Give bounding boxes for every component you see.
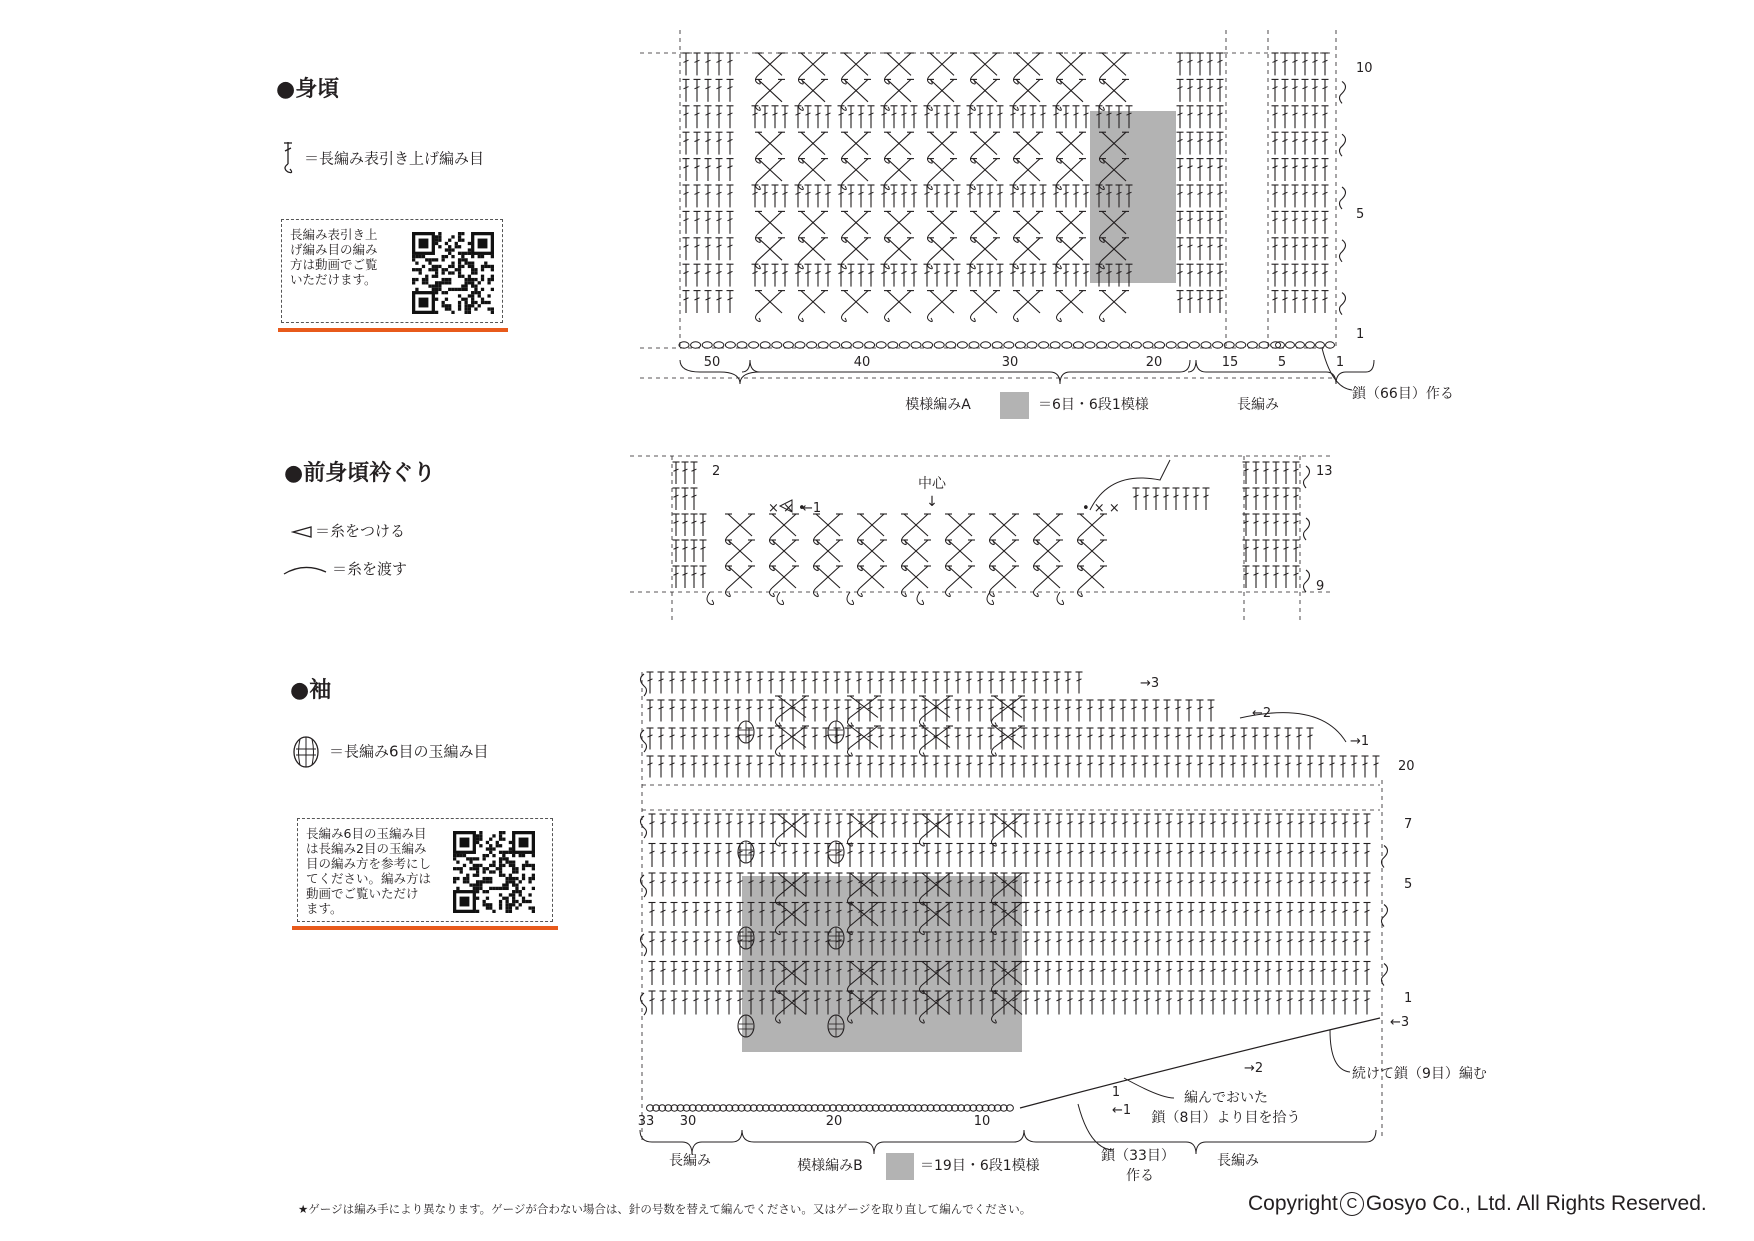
center-arrow: ↓: [926, 494, 938, 510]
row-arrow: 1: [1111, 1085, 1121, 1100]
chain-stitch: [795, 342, 805, 348]
pattern-b-label: 模様編みB: [797, 1158, 863, 1174]
turning-chain: [1304, 466, 1310, 488]
stem-hook: [707, 592, 714, 605]
post-hook: [992, 838, 997, 847]
gauge-note: ★ゲージは編み手により異なります。ゲージが合わない場合は、針の号数を替えて編んでください。又はゲージを取り直して編んでください。: [298, 1202, 1032, 1216]
turning-chain: [641, 730, 647, 752]
chain-stitch: [737, 342, 747, 348]
turning-chain: [641, 875, 647, 897]
row-label: 10: [1356, 61, 1373, 76]
body-section-title: ●身頃: [276, 77, 340, 102]
turning-chain: [1304, 518, 1310, 540]
sleeve-section-title: ●袖: [290, 678, 332, 703]
stitch-count-label: 1: [1335, 355, 1345, 370]
chain-stitch: [830, 342, 840, 348]
post-hook: [1014, 313, 1019, 322]
turning-chain: [1340, 81, 1346, 103]
post-hook: [776, 718, 781, 727]
row-arrow: →1: [1350, 734, 1370, 749]
post-hook: [770, 588, 775, 597]
stitch-count-label: 50: [703, 355, 721, 370]
stitch-count-label: 10: [973, 1114, 991, 1129]
chain-stitch: [865, 342, 875, 348]
stem-hook: [777, 592, 784, 605]
stitch-count-label: 30: [679, 1114, 697, 1129]
legend-bobble: ＝長編み6目の玉編み目: [291, 734, 489, 770]
chain-stitch: [1155, 342, 1165, 348]
chain-stitch: [1108, 342, 1118, 348]
chain-stitch: [1120, 342, 1130, 348]
turning-chain: [641, 816, 647, 838]
stitch-count-label: 5: [1277, 355, 1287, 370]
copyright: Copyright C Gosyo Co., Ltd. All Rights Reserved.: [1248, 1192, 1707, 1215]
stem-hook: [1057, 592, 1064, 605]
row-arrow: →3: [1140, 676, 1160, 691]
stitch-count-label: 40: [853, 355, 871, 370]
chain-stitch: [1143, 342, 1153, 348]
chain-stitch: [1039, 342, 1049, 348]
post-hook: [756, 313, 761, 322]
plain-label: 長編み: [1237, 397, 1279, 413]
turning-chain: [1382, 846, 1388, 868]
chain-label: 鎖（66目）作る: [1352, 386, 1454, 402]
chain-stitch: [714, 342, 724, 348]
post-hook: [858, 588, 863, 597]
post-hook: [928, 313, 933, 322]
legend-post-stitch-text: ＝長編み表引き上げ編み目: [304, 149, 485, 168]
post-hook: [1100, 313, 1105, 322]
turning-chain: [1340, 134, 1346, 156]
chain-stitch: [772, 342, 782, 348]
pickup-label: 編んでおいた: [1184, 1090, 1268, 1106]
turning-chain: [1340, 293, 1346, 315]
qr-card-sleeve-text: 長編み6目の玉編み目 は長編み2目の玉編み 目の編み方を参考にし てください。編み方は 動画でご覧いただけ ます。: [306, 826, 432, 916]
post-hook: [776, 748, 781, 757]
chain-stitch: [1306, 342, 1315, 348]
row-label: 1: [1356, 327, 1365, 342]
post-hook: [776, 838, 781, 847]
chain-stitch: [1062, 342, 1072, 348]
post-hook: [1034, 588, 1039, 597]
sleeve-chart: [637, 672, 1388, 1180]
row-arrow: ←2: [1252, 706, 1272, 721]
chain-stitch: [702, 342, 712, 348]
chain-stitch: [841, 342, 851, 348]
chain-stitch: [1166, 342, 1176, 348]
pickup-label: 鎖（8目）より目を拾う: [1151, 1110, 1301, 1126]
post-hook: [885, 313, 890, 322]
turning-chain: [1340, 240, 1346, 262]
post-hook: [992, 718, 997, 727]
stitch-count-label: 30: [1001, 355, 1019, 370]
chain-stitch: [1131, 342, 1141, 348]
continue-label: 続けて鎖（9目）編む: [1352, 1066, 1487, 1082]
plain-label: 長編み: [1217, 1153, 1259, 1169]
chain-stitch: [1015, 342, 1025, 348]
stem-hook: [847, 592, 854, 605]
row-label: 20: [1398, 759, 1415, 774]
chain-stitch: [876, 342, 886, 348]
post-hook: [799, 313, 804, 322]
stitch-count-label: 20: [825, 1114, 843, 1129]
chain-stitch: [981, 342, 991, 348]
chain-stitch: [1326, 342, 1335, 348]
chain-stitch: [911, 342, 921, 348]
chain-stitch: [1201, 342, 1211, 348]
brace-pattern: [742, 360, 1190, 384]
chain-stitch: [992, 342, 1002, 348]
row-arrow: →2: [1244, 1061, 1264, 1076]
leader: [1078, 1104, 1114, 1150]
turning-chain: [1382, 905, 1388, 927]
chain-stitch: [1085, 342, 1095, 348]
stem-hook: [917, 592, 924, 605]
row-label: 9: [1316, 579, 1325, 594]
decrease-mark: × × •: [768, 501, 806, 516]
chain-stitch: [923, 342, 933, 348]
chain-stitch: [969, 342, 979, 348]
legend-attach-yarn: ＝糸をつける: [291, 520, 405, 541]
chain-stitch: [679, 342, 689, 348]
post-hook: [920, 718, 925, 727]
post-hook: [992, 748, 997, 757]
chain-stitch: [1097, 342, 1107, 348]
post-hook: [920, 748, 925, 757]
repeat-shade: [1090, 111, 1176, 283]
plain-label: 長編み: [669, 1153, 711, 1169]
row-label: 5: [1404, 877, 1413, 892]
chain-stitch: [1236, 342, 1246, 348]
chain-stitch: [691, 342, 701, 348]
chain-stitch: [1189, 342, 1199, 348]
chain-stitch: [934, 342, 944, 348]
chain-stitch: [725, 342, 735, 348]
chain-stitch: [1247, 342, 1257, 348]
chain-stitch: [853, 342, 863, 348]
stitch-count-label: 33: [637, 1114, 655, 1129]
chain-stitch: [957, 342, 967, 348]
chain-stitch: [1259, 342, 1269, 348]
row-label: 13: [1316, 464, 1333, 479]
leader: [1330, 1030, 1350, 1072]
row-arrow: ←3: [1390, 1015, 1410, 1030]
brace: [640, 1130, 742, 1154]
turning-chain: [1340, 187, 1346, 209]
chain-stitch: [1316, 342, 1325, 348]
qr-card-body-text: 長編み表引き上 げ編み目の編み 方は動画でご覧 いただけます。: [290, 227, 378, 287]
chain-label: 鎖（33目）: [1101, 1148, 1175, 1164]
chain-label: 作る: [1126, 1168, 1154, 1184]
turning-chain: [641, 674, 647, 696]
chain-stitch: [818, 342, 828, 348]
copyright-icon: C: [1340, 1192, 1364, 1216]
chain-stitch: [1178, 342, 1188, 348]
neckline-chart: [630, 456, 1330, 622]
brace-pattern: [742, 1130, 1024, 1154]
chain-stitch: [1050, 342, 1060, 348]
turning-chain: [641, 993, 647, 1015]
row-label: 2: [712, 464, 721, 479]
leader: [1124, 1078, 1174, 1098]
chain-stitch: [1213, 342, 1223, 348]
post-hook: [920, 838, 925, 847]
decrease-mark: • × ×: [1082, 501, 1120, 516]
post-hook: [946, 588, 951, 597]
row-label: 5: [1356, 207, 1365, 222]
chain-stitch: [899, 342, 909, 348]
chain-stitch: [1296, 342, 1305, 348]
turning-chain: [641, 934, 647, 956]
center-label: 中心: [918, 476, 946, 492]
chain-stitch: [1004, 342, 1014, 348]
row-label: 1: [1404, 991, 1413, 1006]
repeat-label: ＝19目・6段1模様: [920, 1158, 1040, 1174]
stitch-count-label: 15: [1221, 355, 1239, 370]
chain-stitch: [783, 342, 793, 348]
repeat-swatch: [886, 1153, 914, 1180]
row-arrow: ←1: [1112, 1103, 1132, 1118]
post-hook: [1057, 313, 1062, 322]
turning-chain: [1304, 570, 1310, 592]
chain-stitch: [749, 342, 759, 348]
chain-stitch: [1027, 342, 1037, 348]
chain-stitch: [1286, 342, 1295, 348]
repeat-label: ＝6目・6段1模様: [1038, 397, 1149, 413]
chain-stitch: [1073, 342, 1083, 348]
chain-stitch: [760, 342, 770, 348]
post-hook: [842, 313, 847, 322]
chain-stitch: [946, 342, 956, 348]
brace-plain: [1024, 1130, 1376, 1154]
neckline-section-title: ●前身頃衿ぐり: [284, 461, 436, 486]
post-hook: [971, 313, 976, 322]
pattern-a-label: 模様編みA: [905, 397, 971, 413]
row-arrow: ←1: [802, 501, 822, 516]
stitch-count-label: 20: [1145, 355, 1163, 370]
chain-stitch: [807, 342, 817, 348]
legend-carry-yarn: ＝糸を渡す: [282, 558, 407, 579]
chain-stitch: [888, 342, 898, 348]
repeat-swatch: [1000, 392, 1029, 419]
row-label: 7: [1404, 817, 1413, 832]
